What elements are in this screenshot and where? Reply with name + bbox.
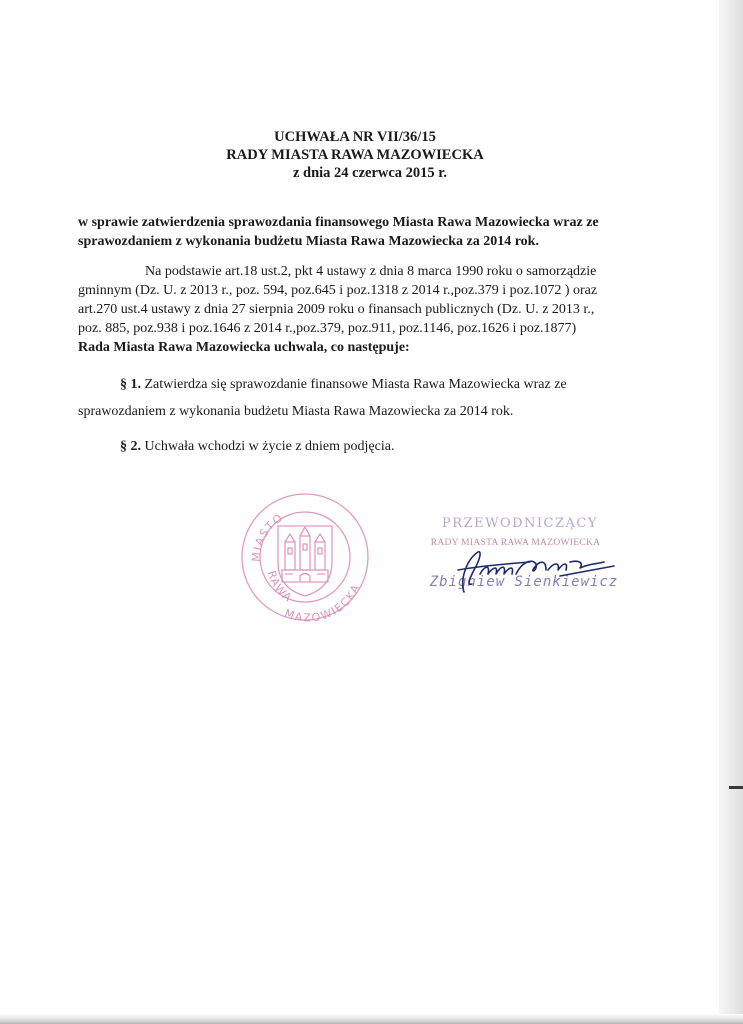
- resolution-header: [0, 128, 710, 182]
- basis-line-5: Rada Miasta Rawa Mazowiecka uchwala, co następuje:: [78, 340, 410, 355]
- handwritten-signature: [420, 540, 620, 600]
- resolution-subject: [78, 213, 638, 251]
- resolution-number: UCHWAŁA NR VII/36/15: [274, 129, 436, 145]
- town-seal-stamp: [238, 490, 373, 625]
- scan-edge-mark: [729, 786, 743, 789]
- subject-line-1: w sprawie zatwierdzenia sprawozdania finansowego Miasta Rawa Mazowiecka wraz ze: [78, 215, 599, 230]
- subject-line-2: sprawozdaniem z wykonania budżetu Miasta Rawa Mazowiecka za 2014 rok.: [78, 234, 539, 249]
- chairman-org: RADY MIASTA RAWA MAZOWIECKA: [430, 538, 601, 548]
- scan-bottom-edge: [0, 1014, 743, 1024]
- legal-basis: [78, 262, 646, 357]
- section-2-text: Uchwała wchodzi w życie z dniem podjęcia.: [141, 439, 395, 454]
- seal-top-text: MIASTO: [249, 510, 286, 563]
- council-name: RADY MIASTA RAWA MAZOWIECKA: [226, 147, 484, 163]
- seal-bottom-text: MAZOWIECKA: [282, 581, 364, 625]
- section-1-text-1: Zatwierdza się sprawozdanie finansowe Miasta Rawa Mazowiecka wraz ze: [141, 377, 567, 392]
- section-2-mark: § 2.: [120, 439, 141, 454]
- section-1-text-2: sprawozdaniem z wykonania budżetu Miasta Rawa Mazowiecka za 2014 rok.: [78, 404, 514, 419]
- basis-line-4: poz. 885, poz.938 i poz.1646 z 2014 r.,poz.379, poz.911, poz.1146, poz.1626 i poz.1877): [78, 321, 577, 336]
- section-2: [78, 437, 638, 456]
- chairman-name: Zbigniew Sienkiewicz: [429, 574, 619, 590]
- chairman-title: PRZEWODNICZĄCY: [442, 516, 598, 531]
- basis-line-1: Na podstawie art.18 ust.2, pkt 4 ustawy z dnia 8 marca 1990 roku o samorządzie: [145, 264, 597, 279]
- seal-left-text: RAWA: [264, 569, 295, 606]
- resolution-date: z dnia 24 czerwca 2015 r.: [292, 165, 448, 181]
- section-1-mark: § 1.: [120, 377, 141, 392]
- basis-line-2: gminnym (Dz. U. z 2013 r., poz. 594, poz.645 i poz.1318 z 2014 r.,poz.379 i poz.1072 ) oraz: [78, 283, 598, 298]
- scan-right-edge: [719, 0, 743, 1024]
- basis-line-3: art.270 ust.4 ustawy z dnia 27 sierpnia 2009 roku o finansach publicznych (Dz. U. z 2013 r.,: [78, 302, 595, 317]
- section-1: [78, 371, 638, 425]
